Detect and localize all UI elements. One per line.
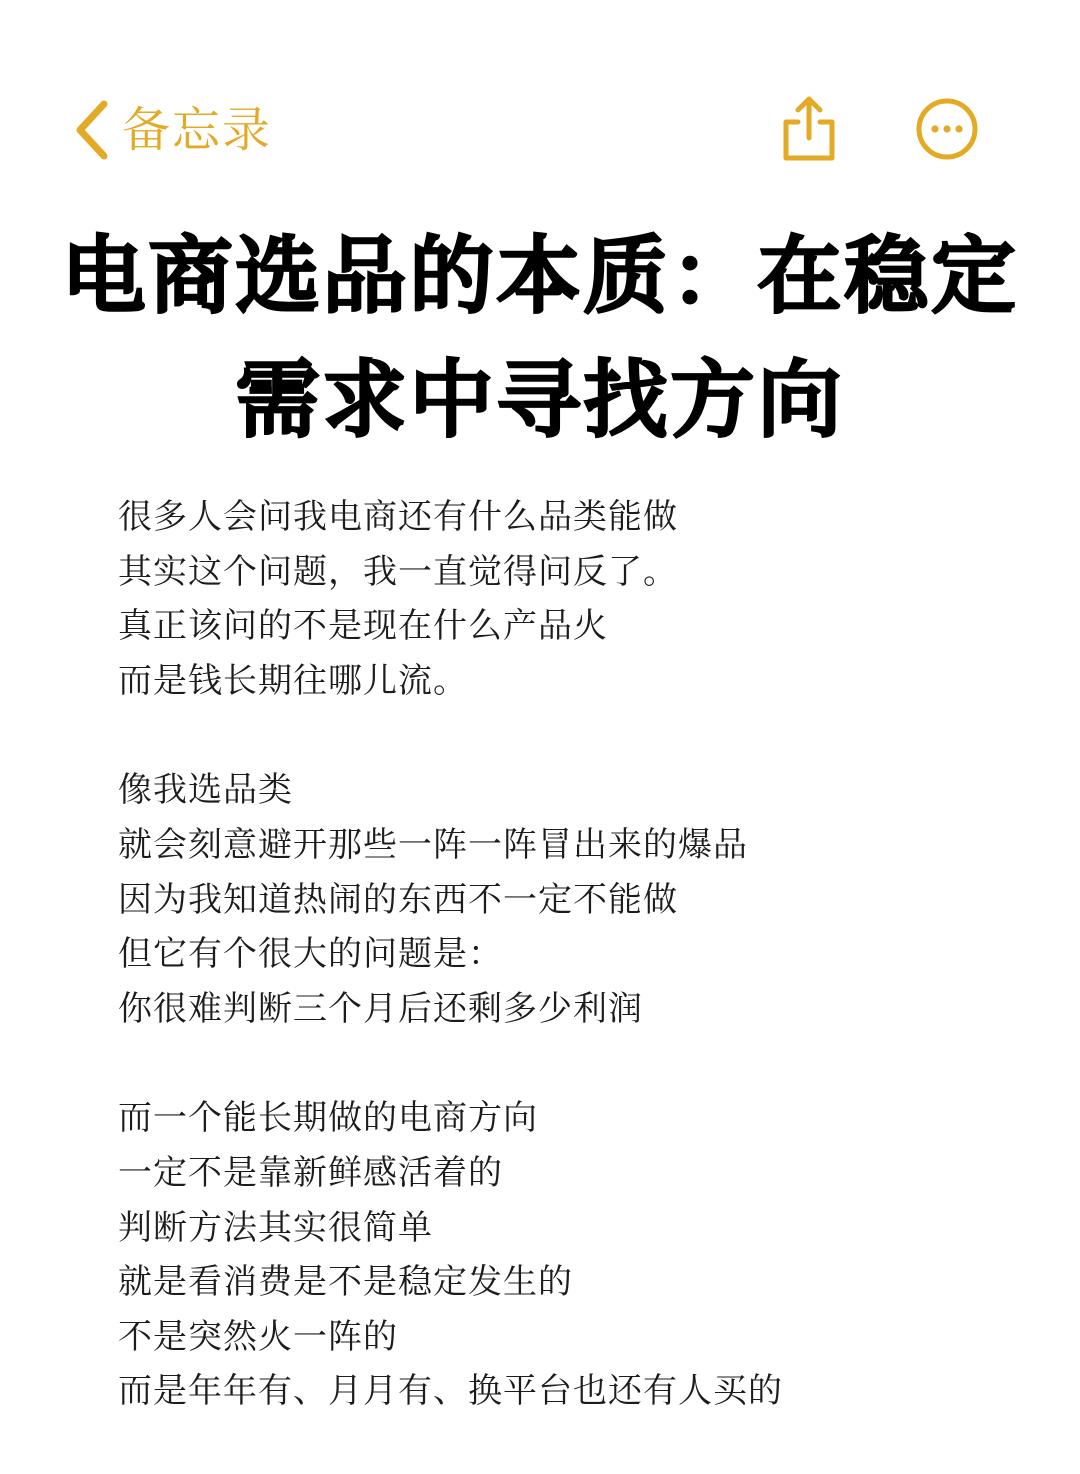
navigation-bar <box>0 0 1080 200</box>
note-line: 判断方法其实很简单 <box>118 1207 433 1248</box>
chevron-left-icon <box>72 98 112 162</box>
note-title-line: 需求中寻找方向 <box>235 351 845 449</box>
note-paragraph <box>118 763 1018 1036</box>
note-body[interactable] <box>118 490 1018 1474</box>
note-line: 一定不是靠新鲜感活着的 <box>118 1152 503 1193</box>
note-line: 而是年年有、月月有、换平台也还有人买的 <box>118 1371 783 1412</box>
note-line: 你很难判断三个月后还剩多少利润 <box>118 988 643 1029</box>
note-title <box>40 214 1040 462</box>
note-title-line: 电商选品的本质：在稳定 <box>61 227 1019 325</box>
note-line: 就是看消费是不是稳定发生的 <box>118 1262 573 1303</box>
note-line: 而一个能长期做的电商方向 <box>118 1098 538 1139</box>
note-line: 而是钱长期往哪儿流。 <box>118 660 468 701</box>
note-line: 不是突然火一阵的 <box>118 1316 398 1357</box>
share-button[interactable] <box>778 92 840 164</box>
back-button[interactable] <box>72 92 272 168</box>
note-line: 但它有个很大的问题是： <box>118 934 503 975</box>
more-button[interactable] <box>914 96 980 162</box>
note-line: 真正该问的不是现在什么产品火 <box>118 606 608 647</box>
note-paragraph <box>118 490 1018 708</box>
note-paragraph <box>118 1091 1018 1419</box>
note-line: 像我选品类 <box>118 770 293 811</box>
more-horizontal-circle-icon <box>914 96 980 162</box>
note-line: 其实这个问题，我一直觉得问反了。 <box>118 551 678 592</box>
share-icon <box>778 92 840 164</box>
back-label: 备忘录 <box>122 102 273 158</box>
note-line: 因为我知道热闹的东西不一定不能做 <box>118 879 678 920</box>
note-line: 就会刻意避开那些一阵一阵冒出来的爆品 <box>118 824 748 865</box>
note-line: 很多人会问我电商还有什么品类能做 <box>118 497 678 537</box>
